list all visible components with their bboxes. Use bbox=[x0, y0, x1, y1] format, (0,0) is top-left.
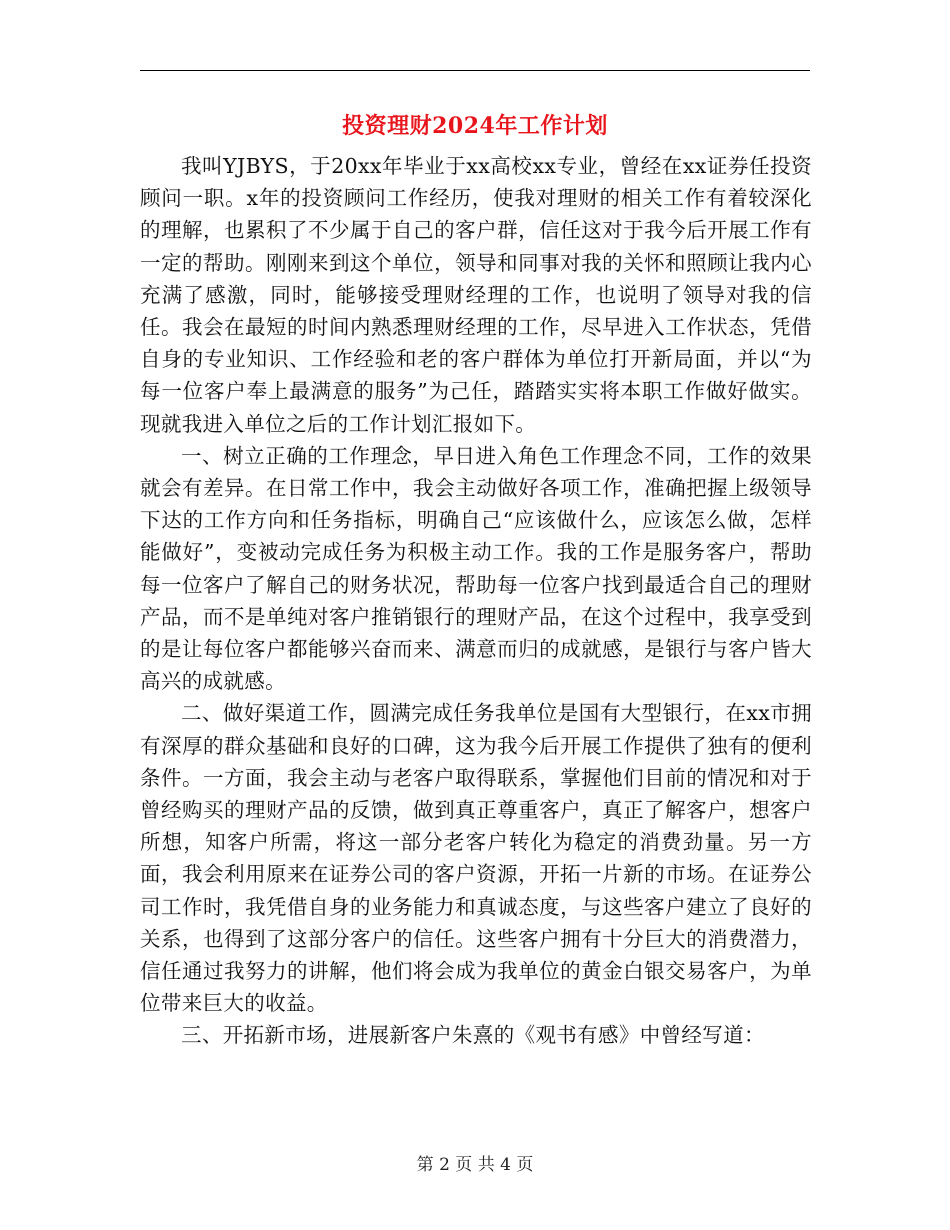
paragraph-section-1: 一、树立正确的工作理念，早日进入角色工作理念不同，工作的效果就会有差异。在日常工作中，我会主动做好各项工作，准确把握上级领导下达的工作方向和任务指标，明确自己“应该做什么，应该怎么做，怎样能做好”，变被动完成任务为积极主动工作。我的工作是服务客户，帮助每一位客户了解自己的财务状况，帮助每一位客户找到最适合自己的理财产品，而不是单纯对客户推销银行的理财产品，在这个过程中，我享受到的是让每位客户都能够兴奋而来、满意而归的成就感，是银行与客户皆大高兴的成就感。 bbox=[140, 443, 812, 694]
document-title: 投资理财2024年工作计划 bbox=[342, 113, 608, 139]
document-body bbox=[140, 150, 812, 1052]
paragraph-intro: 我叫YJBYS，于20xx年毕业于xx高校xx专业，曾经在xx证券任投资顾问一职。x年的投资顾问工作经历，使我对理财的相关工作有着较深化的理解，也累积了不少属于自己的客户群，信任这对于我今后开展工作有一定的帮助。刚刚来到这个单位，领导和同事对我的关怀和照顾让我内心充满了感激，同时，能够接受理财经理的工作，也说明了领导对我的信任。我会在最短的时间内熟悉理财经理的工作，尽早进入工作状态，凭借自身的专业知识、工作经验和老的客户群体为单位打开新局面，并以“为每一位客户奉上最满意的服务”为己任，踏踏实实将本职工作做好做实。现就我进入单位之后的工作计划汇报如下。 bbox=[140, 154, 812, 436]
header-rule bbox=[140, 70, 810, 71]
paragraph-section-3: 三、开拓新市场，进展新客户朱熹的《观书有感》中曾经写道： bbox=[181, 1023, 765, 1048]
paragraph-section-2: 二、做好渠道工作，圆满完成任务我单位是国有大型银行，在xx市拥有深厚的群众基础和良好的口碑，这为我今后开展工作提供了独有的便利条件。一方面，我会主动与老客户取得联系，掌握他们目前的情况和对于曾经购买的理财产品的反馈，做到真正尊重客户，真正了解客户，想客户所想，知客户所需，将这一部分老客户转化为稳定的消费劲量。另一方面，我会利用原来在证券公司的客户资源，开拓一片新的市场。在证券公司工作时，我凭借自身的业务能力和真诚态度，与这些客户建立了良好的关系，也得到了这部分客户的信任。这些客户拥有十分巨大的消费潜力，信任通过我努力的讲解，他们将会成为我单位的黄金白银交易客户，为单位带来巨大的收益。 bbox=[140, 701, 812, 1016]
page-number-footer: 第 2 页 共 4 页 bbox=[416, 1155, 534, 1175]
